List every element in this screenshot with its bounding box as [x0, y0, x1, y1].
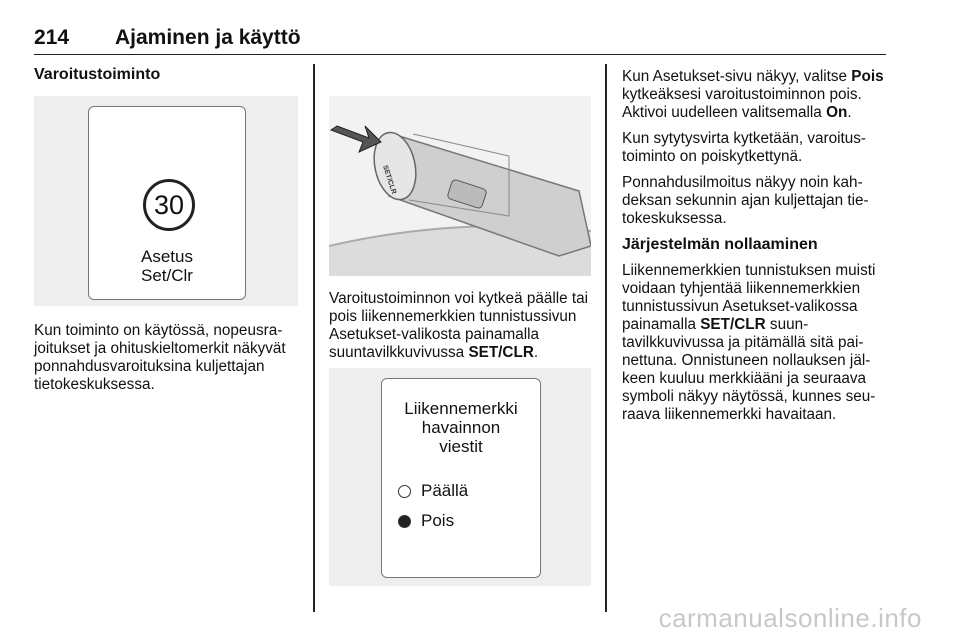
page-number: 214 — [34, 26, 70, 49]
option-off-label: Pois — [421, 511, 455, 530]
speed-limit-sign: 30 — [143, 179, 195, 231]
settings-title-line1: Liikennemerkki — [404, 399, 518, 418]
col1-paragraph: Kun toiminto on käytössä, nopeusrajoitukset ja ohituskieltomerkit näkyvät ponnahdusvaroituksina kuljettajan tietokeskuksessa. — [34, 322, 286, 393]
section-title: Varoitustoiminto — [34, 66, 161, 83]
col3-p4-a: Liikennemerkkien tunnistuksen muisti voidaan tyhjentää liikennemerkkien tunnistussivun Asetukset-valikossa painamalla — [622, 262, 876, 333]
stalk-illustration — [329, 96, 591, 276]
page-header — [34, 26, 886, 55]
col2-end: . — [533, 344, 539, 361]
col3-paragraph-3: Ponnahdusilmoitus näkyy noin kahdeksan sekunnin ajan kuljettajan tietokeskuksessa. — [622, 174, 869, 227]
figure-speed-limit-display — [34, 96, 298, 306]
column-3-text — [622, 68, 888, 432]
radio-empty-icon — [398, 485, 411, 498]
col3-heading: Järjestelmän nollaaminen — [622, 236, 818, 253]
stalk-set-clr-label: SET/CLR — [381, 164, 398, 196]
col3-paragraph-2: Kun sytytysvirta kytketään, varoitustoiminto on poiskytkettynä. — [622, 130, 867, 165]
col3-p1-bold2: On — [826, 104, 848, 121]
col3-paragraph-1 — [622, 68, 888, 122]
col3-p4-b: suuntavilkkuvivussa ja pitämällä sitä painettuna. Onnistuneen nollauksen jälkeen kuuluu merkkiääni ja seuraava symboli näkyy näytössä, kunnes seuraava liikennemerkki havaitaan. — [622, 316, 876, 423]
col2-text: Varoitustoiminnon voi kytkeä päälle tai pois liikennemerkkien tunnistussivun Asetukset-valikosta painamalla suuntavilkkuvivussa — [329, 290, 589, 361]
settings-screen — [381, 378, 541, 578]
column-2-text — [329, 290, 593, 370]
col2-paragraph — [329, 290, 593, 362]
col2-bold: SET/CLR — [468, 344, 534, 361]
figure-turn-signal-stalk — [329, 96, 591, 276]
col3-paragraph-4 — [622, 262, 888, 424]
col3-p1-bold1: Pois — [851, 68, 884, 85]
column-1-text — [34, 322, 299, 402]
col3-p1-c: . — [847, 104, 852, 121]
display-screen — [88, 106, 246, 300]
settings-title-line2: havainnon — [421, 418, 501, 437]
column-divider-left — [313, 64, 315, 612]
option-on-label: Päällä — [421, 481, 469, 500]
radio-selected-icon — [398, 515, 411, 528]
option-on[interactable] — [398, 481, 468, 501]
display-label-line1: Asetus — [141, 247, 193, 266]
col3-p4-bold: SET/CLR — [700, 316, 766, 333]
settings-title-line3: viestit — [439, 437, 483, 456]
watermark: carmanualsonline.info — [658, 603, 922, 633]
figure-settings-menu — [329, 368, 591, 586]
display-label — [89, 247, 245, 285]
option-off[interactable] — [398, 511, 454, 531]
display-label-line2: Set/Clr — [141, 266, 193, 285]
col3-p1-a: Kun Asetukset-sivu näkyy, valitse — [622, 68, 852, 85]
chapter-title: Ajaminen ja käyttö — [115, 26, 301, 49]
column-divider-right — [605, 64, 607, 612]
settings-title — [382, 399, 540, 456]
col3-p1-b: kytkeäksesi varoitustoiminnon pois. Aktivoi uudelleen valitsemalla — [622, 86, 862, 121]
